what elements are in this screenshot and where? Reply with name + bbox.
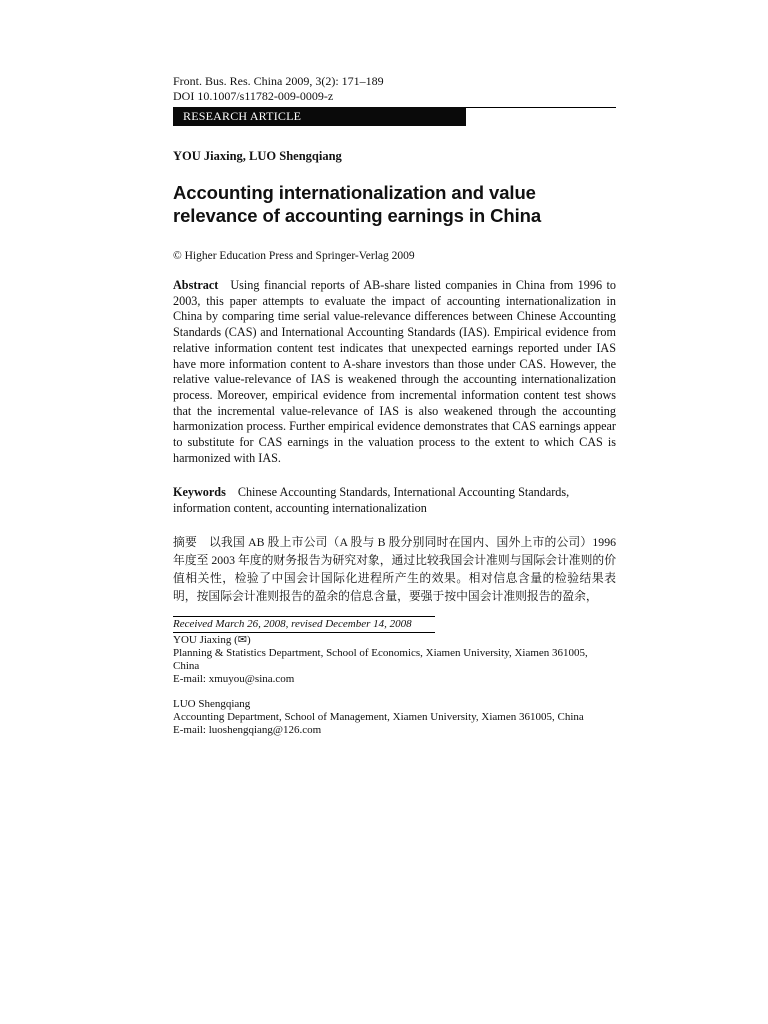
abstract-label: Abstract <box>173 278 219 292</box>
keywords-label: Keywords <box>173 485 226 500</box>
abstract <box>173 278 616 466</box>
author-list: YOU Jiaxing, LUO Shengqiang <box>173 149 342 163</box>
article-type-ribbon: RESEARCH ARTICLE <box>173 107 466 126</box>
chinese-abstract-label: 摘要 <box>173 534 197 549</box>
header-rule <box>466 107 616 108</box>
footnote-block <box>173 616 616 737</box>
title-line-1: Accounting internationalization and value <box>173 182 536 203</box>
keywords <box>173 485 616 516</box>
copyright-line: © Higher Education Press and Springer-Verlag 2009 <box>173 250 415 262</box>
author2-affiliation: Accounting Department, School of Management, Xiamen University, Xiamen 361005, China <box>173 710 584 723</box>
article-type-row <box>173 107 616 127</box>
keywords-text: Chinese Accounting Standards, International Accounting Standards, information content, accounting internationalization <box>173 485 570 516</box>
author1-affiliation: Planning & Statistics Department, School of Economics, Xiamen University, Xiamen 361005, China <box>173 646 588 672</box>
paper-first-page <box>173 74 616 737</box>
author1-email: E-mail: xmuyou@sina.com <box>173 672 295 685</box>
abstract-text: Using financial reports of AB-share listed companies in China from 1996 to 2003, this paper attempts to evaluate the impact of accounting internationalization in China by comparing time serial value-relevance differences between Chinese Accounting Standards (CAS) and International Accounting Standards (IAS). Empirical evidence from relative information content test indicates that unexpected earnings reported under IAS have more information content to A-share investors than those under CAS. However, the relative value-relevance of IAS is weakened through the accounting internationalization process. Moreover, empirical evidence from incremental information content test shows that the incremental value-relevance of IAS is also weakened through the accounting harmonization process. Further empirical evidence demonstrates that CAS earnings appear to substitute for CAS earnings in the valuation process to the extent to which CAS is harmonized with IAS. <box>173 278 616 465</box>
doi: DOI 10.1007/s11782-009-0009-z <box>173 89 334 103</box>
author1-name: YOU Jiaxing (✉) <box>173 633 251 646</box>
received-dates: Received March 26, 2008, revised December 14, 2008 <box>173 616 435 633</box>
author2-email: E-mail: luoshengqiang@126.com <box>173 723 322 736</box>
title-line-2: relevance of accounting earnings in China <box>173 205 542 226</box>
journal-citation: Front. Bus. Res. China 2009, 3(2): 171–189 <box>173 74 384 88</box>
author2-name: LUO Shengqiang <box>173 697 251 710</box>
journal-header <box>173 74 616 104</box>
paper-title <box>173 181 616 227</box>
chinese-abstract <box>173 533 616 605</box>
chinese-abstract-text: 以我国 AB 股上市公司（A 股与 B 股分别同时在国内、国外上市的公司）1996 年度至 2003 年度的财务报告为研究对象，通过比较我国会计准则与国际会计准则的价值相关性，检验了中国会计国际化进程所产生的效果。相对信息含量的检验结果表明，按国际会计准则报告的盈余的信息含量，要强于按中国会计准则报告的盈余， <box>173 534 616 603</box>
